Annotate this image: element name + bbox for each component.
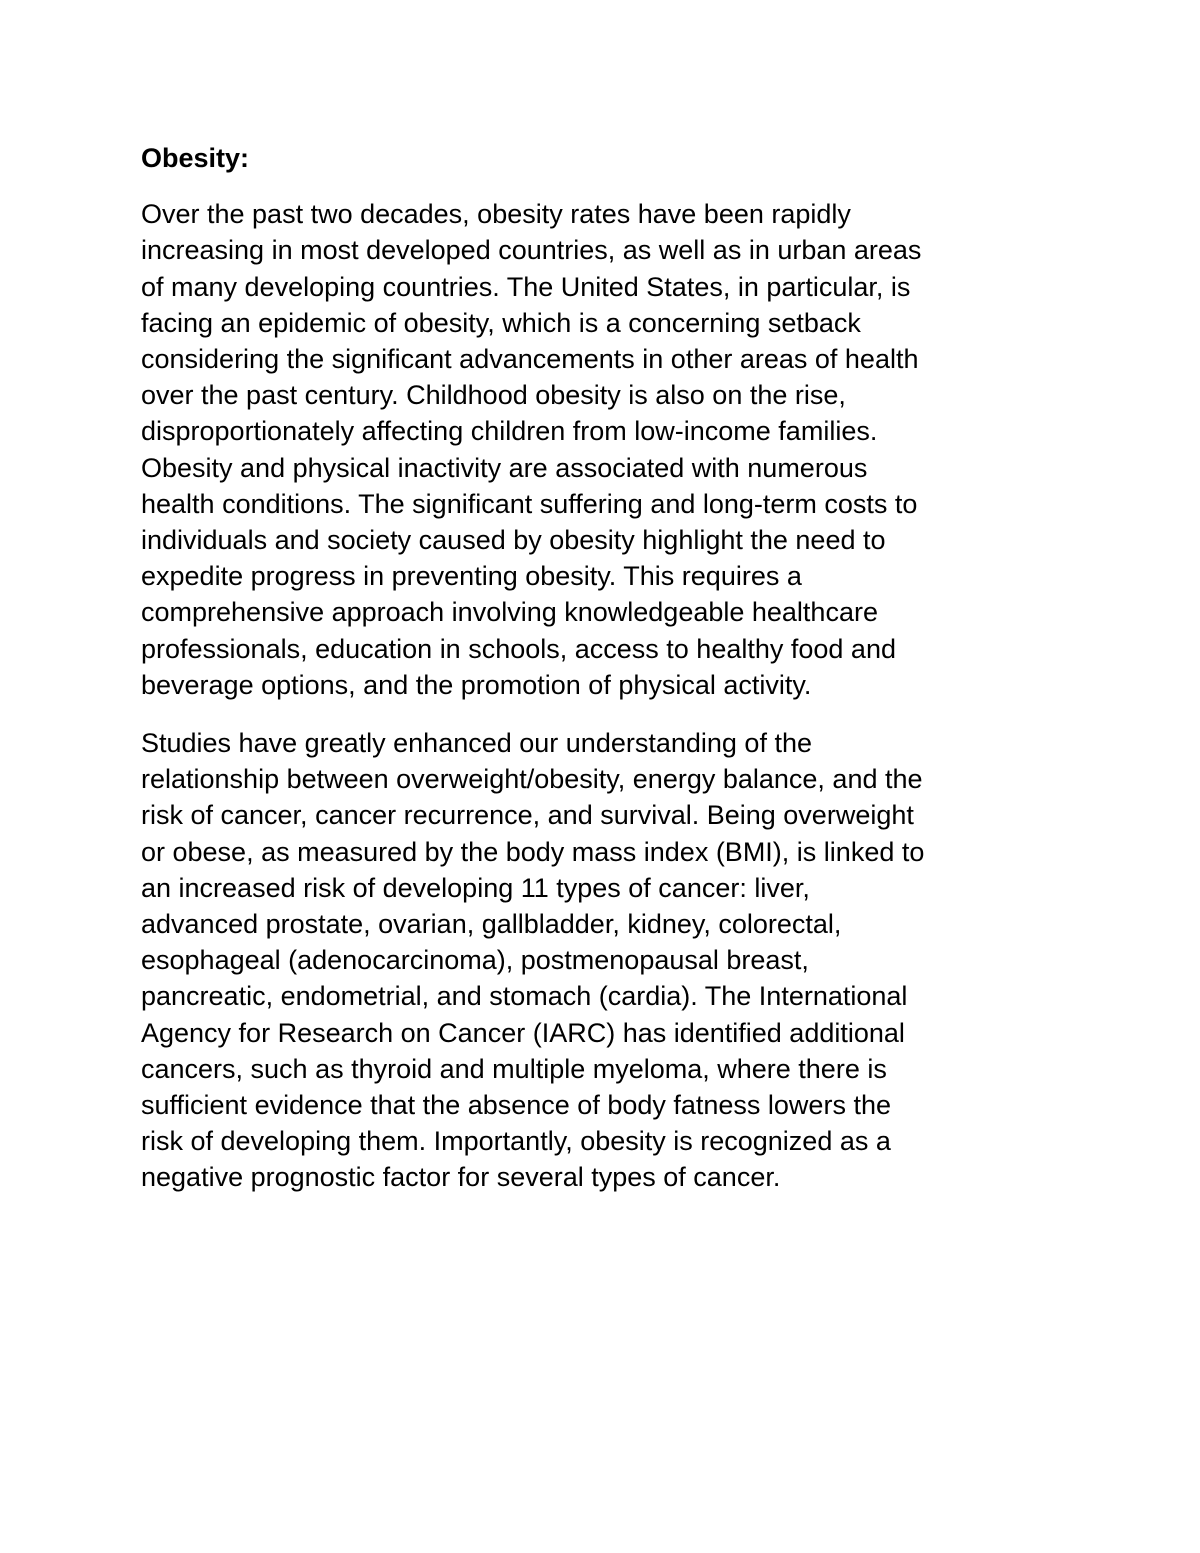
paragraph-line: individuals and society caused by obesity highlight the need to	[141, 525, 886, 556]
paragraph-line: Studies have greatly enhanced our understanding of the	[141, 728, 812, 759]
paragraph-2	[141, 725, 1061, 1196]
paragraph-line: pancreatic, endometrial, and stomach (cardia). The International	[141, 981, 908, 1012]
document-body	[141, 140, 1061, 1218]
paragraph-line: esophageal (adenocarcinoma), postmenopausal breast,	[141, 945, 809, 976]
paragraph-line: comprehensive approach involving knowledgeable healthcare	[141, 597, 878, 628]
paragraph-line: beverage options, and the promotion of physical activity.	[141, 669, 812, 700]
paragraph-line: over the past century. Childhood obesity is also on the rise,	[141, 380, 846, 411]
paragraph-line: risk of cancer, cancer recurrence, and survival. Being overweight	[141, 800, 914, 831]
paragraph-line: Agency for Research on Cancer (IARC) has identified additional	[141, 1017, 905, 1048]
paragraph-line: increasing in most developed countries, as well as in urban areas	[141, 235, 922, 266]
paragraph-line: risk of developing them. Importantly, obesity is recognized as a	[141, 1126, 891, 1157]
paragraph-line: cancers, such as thyroid and multiple myeloma, where there is	[141, 1053, 887, 1084]
paragraph-line: sufficient evidence that the absence of body fatness lowers the	[141, 1090, 891, 1121]
paragraph-line: professionals, education in schools, access to healthy food and	[141, 633, 896, 664]
paragraph-line: of many developing countries. The United States, in particular, is	[141, 271, 911, 302]
paragraph-line: health conditions. The significant suffering and long-term costs to	[141, 488, 918, 519]
paragraph-line: Over the past two decades, obesity rates have been rapidly	[141, 199, 851, 230]
paragraph-line: disproportionately affecting children from low-income families.	[141, 416, 878, 447]
paragraph-line: facing an epidemic of obesity, which is a concerning setback	[141, 307, 861, 338]
paragraph-line: an increased risk of developing 11 types of cancer: liver,	[141, 872, 810, 903]
paragraph-line: negative prognostic factor for several types of cancer.	[141, 1162, 781, 1193]
paragraph-1	[141, 196, 1061, 703]
document-heading: Obesity:	[141, 143, 250, 173]
paragraph-line: or obese, as measured by the body mass index (BMI), is linked to	[141, 836, 925, 867]
paragraph-line: Obesity and physical inactivity are associated with numerous	[141, 452, 868, 483]
paragraph-line: considering the significant advancements in other areas of health	[141, 344, 919, 375]
paragraph-line: expedite progress in preventing obesity. This requires a	[141, 561, 802, 592]
paragraph-line: advanced prostate, ovarian, gallbladder, kidney, colorectal,	[141, 909, 842, 940]
paragraph-line: relationship between overweight/obesity, energy balance, and the	[141, 764, 923, 795]
